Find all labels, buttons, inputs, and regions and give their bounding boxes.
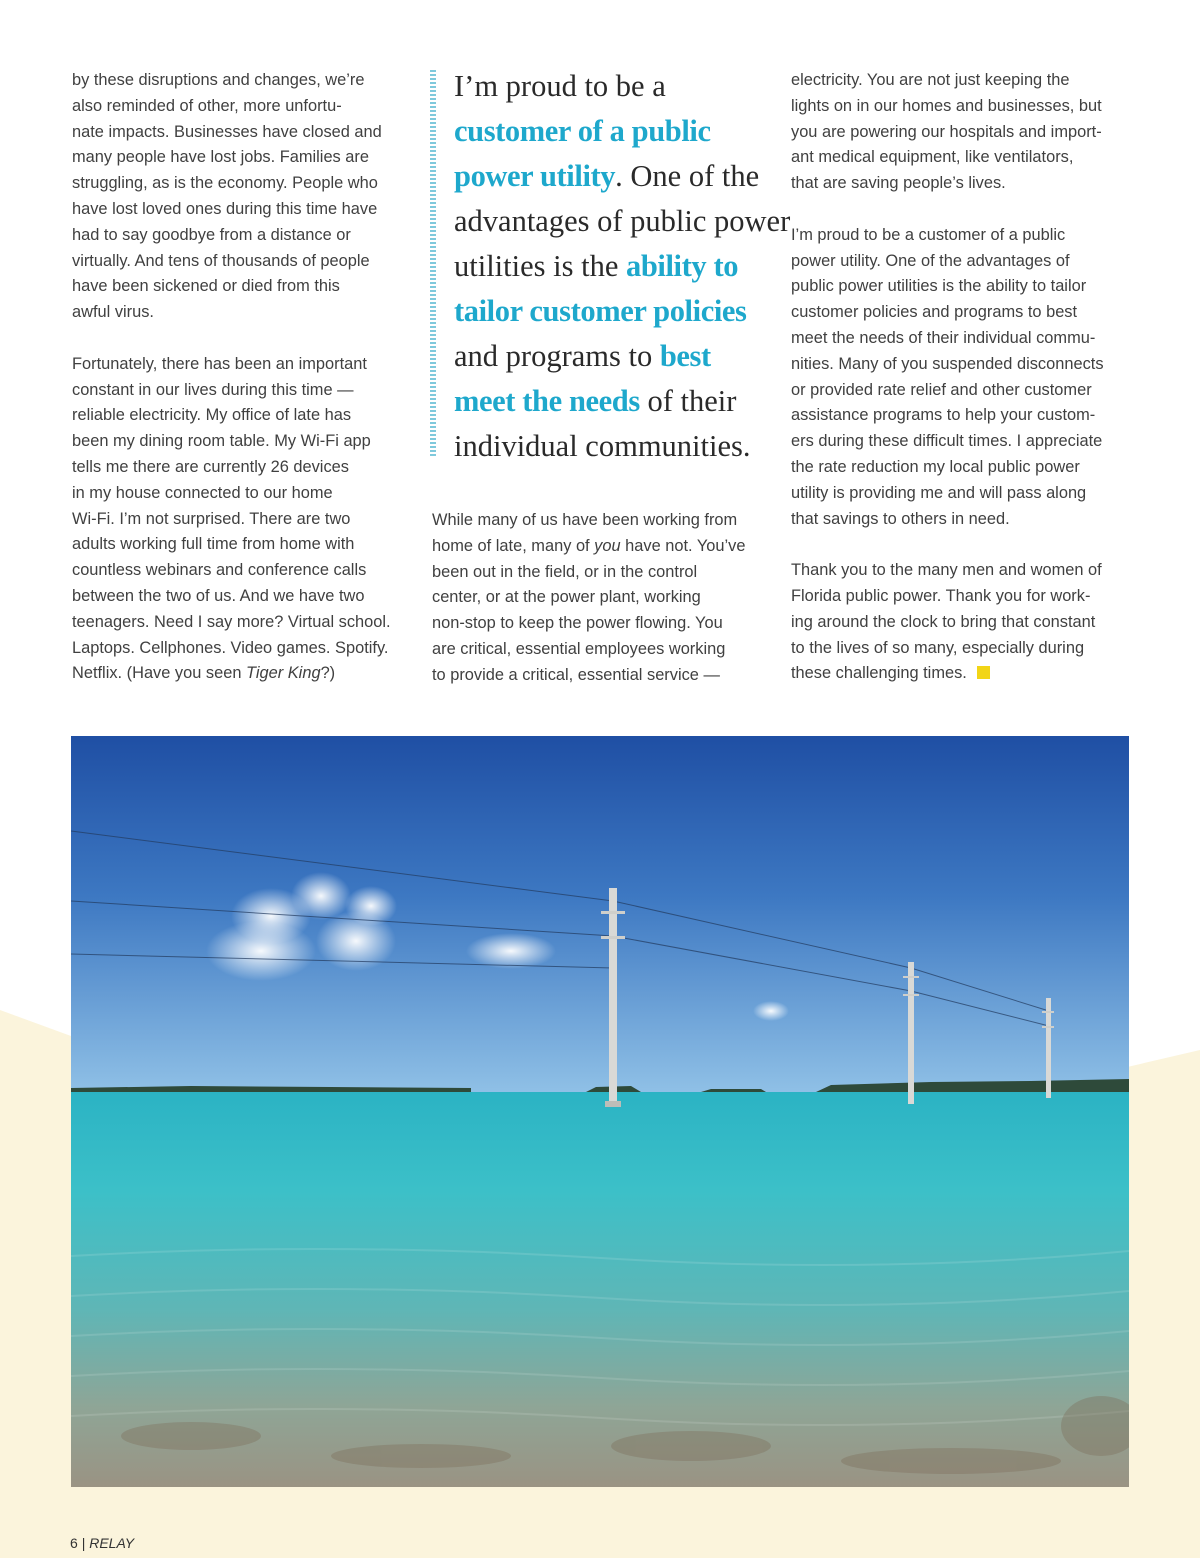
highlight-text: meet the needs (454, 384, 640, 418)
body-line: lights on in our homes and businesses, but (791, 96, 1102, 115)
body-line: Thank you to the many men and women of (791, 561, 1102, 580)
body-line: electricity. You are not just keeping the (791, 71, 1070, 89)
body-line: by these disruptions and changes, we’re (72, 71, 365, 89)
body-line: Wi-Fi. I’m not surprised. There are two (72, 509, 351, 528)
paragraph-gap (72, 326, 412, 352)
body-line: also reminded of other, more unfortu- (72, 96, 342, 115)
body-line: meet the needs of their individual commu- (791, 328, 1096, 347)
body-text: Netflix. (Have you seen (72, 664, 246, 683)
body-line: nate impacts. Businesses have closed and (72, 122, 382, 141)
italic-title: Tiger King (246, 664, 321, 683)
body-line: customer policies and programs to best (791, 303, 1078, 322)
body-text: ?) (320, 664, 336, 683)
page-footer (70, 1535, 134, 1551)
end-of-article-mark (977, 666, 990, 679)
pull-quote-rule (430, 70, 436, 458)
pull-quote (430, 64, 791, 463)
italic-emphasis: you (594, 536, 621, 555)
body-line: been my dining room table. My Wi-Fi app (72, 432, 371, 451)
body-text: home of late, many of (432, 536, 595, 555)
body-line: reliable electricity. My office of late has (72, 406, 352, 425)
body-line: many people have lost jobs. Families are (72, 148, 370, 167)
body-line: the rate reduction my local public power (791, 457, 1080, 476)
body-line: constant in our lives during this time — (72, 380, 354, 399)
body-line: ing around the clock to bring that constant (791, 612, 1096, 631)
body-line: Florida public power. Thank you for work- (791, 586, 1091, 605)
seascape-with-power-poles (71, 736, 1129, 1487)
pull-quote-text-segment: utilities is the (454, 249, 626, 283)
pull-quote-text (454, 64, 790, 469)
pull-quote-line: individual communities. (454, 429, 751, 463)
paragraph-gap (791, 197, 1136, 223)
body-line: between the two of us. And we have two (72, 586, 365, 605)
body-line: nities. Many of you suspended disconnects (791, 354, 1104, 373)
highlight-text: power utility (454, 159, 616, 193)
pull-quote-line (454, 154, 790, 199)
body-line: power utility. One of the advantages of (791, 251, 1070, 270)
body-line: teenagers. Need I say more? Virtual school. (72, 612, 391, 631)
highlight-text: best (659, 339, 711, 373)
body-line: to provide a critical, essential service — (432, 665, 720, 684)
body-line: had to say goodbye from a distance or (72, 225, 351, 244)
body-line (72, 661, 412, 687)
body-line: have lost loved ones during this time have (72, 199, 378, 218)
highlight-text: ability to (625, 249, 739, 283)
body-line: that savings to others in need. (791, 509, 1010, 528)
body-line: in my house connected to our home (72, 483, 333, 502)
body-line: assistance programs to help your custom- (791, 406, 1096, 425)
body-line: are critical, essential employees working (432, 639, 726, 658)
body-line: you are powering our hospitals and import- (791, 122, 1102, 141)
body-line (432, 534, 772, 560)
left-column (72, 68, 412, 687)
pull-quote-text-segment: of their (639, 384, 737, 418)
pull-quote-line (454, 109, 790, 154)
page-number: 6 (70, 1535, 78, 1551)
pull-quote-line (454, 379, 790, 424)
highlight-text: tailor customer policies (454, 294, 747, 328)
body-text: these challenging times. (791, 664, 967, 683)
body-line: public power utilities is the ability to tailor (791, 277, 1087, 296)
body-line: have been sickened or died from this (72, 277, 340, 296)
body-line: Laptops. Cellphones. Video games. Spotify. (72, 638, 389, 657)
body-line: that are saving people’s lives. (791, 174, 1006, 193)
body-text: have not. You’ve (620, 536, 746, 555)
pull-quote-line (454, 334, 790, 379)
body-line: adults working full time from home with (72, 535, 355, 554)
footer-separator: | (81, 1535, 86, 1551)
body-line: awful virus. (72, 303, 154, 322)
sky (71, 736, 1129, 1092)
body-line: ers during these difficult times. I appreciate (791, 432, 1103, 451)
pull-quote-line (454, 244, 790, 289)
body-line: I’m proud to be a customer of a public (791, 225, 1066, 244)
pull-quote-line (454, 289, 790, 334)
body-line: non-stop to keep the power flowing. You (432, 614, 723, 633)
body-line (791, 661, 1136, 687)
body-line: struggling, as is the economy. People who (72, 174, 378, 193)
highlight-text: customer of a public (454, 114, 711, 148)
pull-quote-text-segment: and programs to (454, 339, 660, 373)
body-line: utility is providing me and will pass along (791, 483, 1087, 502)
body-line: been out in the field, or in the control (432, 562, 698, 581)
pull-quote-line: advantages of public power (454, 204, 791, 238)
body-line: or provided rate relief and other customer (791, 380, 1092, 399)
body-line: tells me there are currently 26 devices (72, 457, 349, 476)
body-line: countless webinars and conference calls (72, 561, 367, 580)
pull-quote-line: I’m proud to be a (454, 69, 666, 103)
body-line: to the lives of so many, especially during (791, 638, 1085, 657)
paragraph-gap (791, 532, 1136, 558)
middle-column (432, 508, 772, 689)
right-column (791, 68, 1136, 687)
pull-quote-text-segment: . One of the (615, 159, 760, 193)
body-line: ant medical equipment, like ventilators, (791, 148, 1074, 167)
magazine-name: RELAY (89, 1535, 135, 1551)
article-photo (71, 736, 1129, 1487)
body-line: center, or at the power plant, working (432, 588, 701, 607)
body-line: virtually. And tens of thousands of people (72, 251, 370, 270)
body-line: While many of us have been working from (432, 511, 738, 529)
body-line: Fortunately, there has been an important (72, 354, 367, 373)
